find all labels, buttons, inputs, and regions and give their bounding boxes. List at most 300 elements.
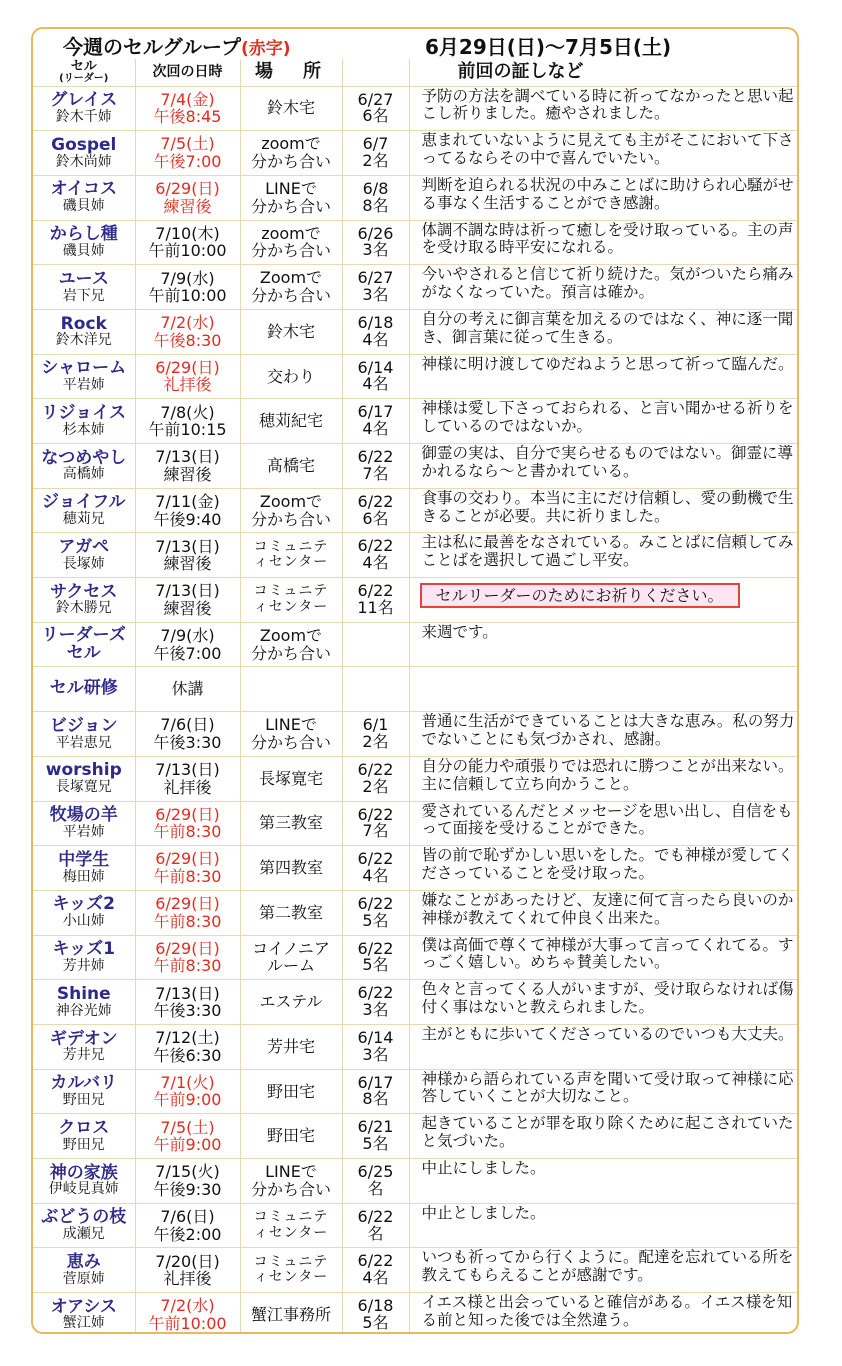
cell-name: Rock	[60, 313, 107, 334]
next-meeting-cell	[135, 890, 240, 935]
next-date: 7/6(日)	[160, 1206, 215, 1226]
next-time: 午後6:30	[153, 1045, 222, 1065]
next-date: 7/1(火)	[160, 1072, 215, 1092]
testimony-text: 体調不調な時は祈って癒しを受け取っている。主の声を受け取る時平安になれる。	[421, 220, 794, 257]
place-cell	[240, 399, 342, 444]
place-line: コイノニア	[252, 938, 330, 958]
last-meeting-cell	[342, 533, 409, 578]
last-date: 6/22	[357, 849, 394, 869]
attendance: 5名	[362, 1312, 389, 1332]
table-row	[33, 86, 797, 131]
next-date: 7/13(日)	[155, 447, 220, 467]
last-date: 6/14	[357, 1027, 394, 1047]
table-row	[33, 533, 797, 578]
testimony-text: 今いやされると信じて祈り続けた。気がついたら痛みがなくなっていた。預言は確か。	[421, 265, 794, 302]
attendance: 5名	[362, 1134, 389, 1154]
cell-name-cell	[33, 1069, 135, 1114]
testimony-cell	[409, 756, 797, 801]
testimony-cell	[409, 220, 797, 265]
place-cell	[240, 444, 342, 489]
place-line: ィセンター	[253, 1269, 329, 1286]
last-meeting-cell	[342, 980, 409, 1025]
cell-name-cell	[33, 890, 135, 935]
place-line: 分かち合い	[250, 241, 331, 261]
attendance: 3名	[362, 240, 389, 260]
place-line: 第二教室	[258, 902, 323, 922]
cell-name-cell	[33, 86, 135, 131]
next-date: 7/12(土)	[155, 1028, 220, 1048]
place-cell	[240, 578, 342, 623]
attendance: 8名	[362, 195, 389, 215]
next-time: 練習後	[163, 598, 212, 618]
cell-leader: 成瀬兄	[62, 1226, 105, 1243]
next-meeting-cell	[135, 354, 240, 399]
prayer-request-box: セルリーダーのためにお祈りください。	[420, 583, 740, 608]
cell-leader: 鈴木千姉	[55, 108, 112, 125]
attendance: 5名	[362, 955, 389, 975]
testimony-text: 食事の交わり。本当に主にだけ信頼し、愛の動機で生きることが必要。共に祈りました。	[421, 488, 794, 525]
cell-name-cell	[33, 265, 135, 310]
testimony-text: 普通に生活ができていることは大きな恵み。私の努力でないことにも気づかされ、感謝。	[421, 712, 795, 748]
table-row	[33, 1159, 797, 1204]
place-cell	[240, 756, 342, 801]
table-row	[33, 578, 797, 623]
testimony-cell	[409, 712, 797, 757]
cell-name: キッズ1	[52, 939, 115, 960]
place-cell	[240, 1159, 342, 1204]
cell-name-cell	[33, 175, 135, 220]
table-row	[33, 980, 797, 1025]
cell-name: 中学生	[58, 849, 110, 870]
cell-leader: 高橋姉	[62, 466, 105, 483]
place-cell	[240, 220, 342, 265]
attendance: 2名	[362, 776, 389, 796]
place-line: 蟹江事務所	[250, 1304, 331, 1324]
testimony-text: 神様は愛し下さっておられる、と言い聞かせる祈りをしているのではないか。	[421, 399, 794, 436]
cell-leader: 平岩姉	[62, 823, 105, 840]
last-meeting-cell	[342, 935, 409, 980]
last-meeting-cell	[342, 131, 409, 176]
last-date: 6/22	[357, 447, 394, 467]
testimony-cell	[409, 131, 797, 176]
place-cell	[240, 175, 342, 220]
attendance: 3名	[362, 1044, 389, 1064]
cell-name: 神の家族	[49, 1162, 118, 1183]
cell-name: セル研修	[49, 678, 118, 699]
cell-name: リーダーズ	[41, 624, 126, 645]
cell-leader: 野田兄	[62, 1136, 105, 1153]
next-time: 午前10:00	[148, 1313, 227, 1333]
testimony-cell	[409, 1159, 797, 1204]
cell-name: ジョイフル	[42, 492, 126, 513]
testimony-cell	[409, 1293, 797, 1334]
last-meeting-cell	[342, 399, 409, 444]
testimony-text: 皆の前で恥ずかしい思いをした。でも神様が愛してくださっていることを受け取った。	[421, 846, 794, 882]
cell-leader: 磯貝姉	[62, 242, 105, 259]
testimony-cell	[409, 399, 797, 444]
next-date: 7/2(水)	[160, 313, 215, 333]
next-meeting-cell	[135, 578, 240, 623]
table-row	[33, 265, 797, 310]
cell-name-cell	[33, 1248, 135, 1293]
next-time: 午後9:30	[153, 1179, 222, 1199]
next-time: 礼拝後	[163, 777, 212, 797]
last-date: 6/22	[357, 1206, 394, 1226]
last-date: 6/26	[357, 223, 394, 243]
place-cell	[240, 935, 342, 980]
next-time: 午前9:00	[153, 1090, 222, 1110]
testimony-text: 起きていることが罪を取り除くために起こされていたと気づいた。	[421, 1114, 794, 1151]
place-cell	[240, 1024, 342, 1069]
place-line: 野田宅	[266, 1126, 315, 1146]
testimony-text: 予防の方法を調べている時に祈ってなかったと思い起こし祈りました。癒やされました。	[421, 86, 794, 123]
next-date: 7/10(木)	[155, 223, 220, 243]
last-meeting-cell	[342, 622, 409, 667]
place-cell	[240, 1248, 342, 1293]
table-row	[33, 846, 797, 891]
cell-group-table	[33, 59, 797, 1334]
attendance: 3名	[362, 285, 389, 305]
next-time: 午前10:15	[148, 420, 227, 440]
next-time: 午前9:00	[153, 1135, 222, 1155]
cell-leader: 蟹江姉	[62, 1315, 105, 1332]
next-meeting-cell	[135, 980, 240, 1025]
last-meeting-cell	[342, 1293, 409, 1334]
next-date: 7/20(日)	[155, 1251, 220, 1271]
cell-name: アガペ	[58, 536, 110, 557]
table-row	[33, 175, 797, 220]
next-date: 7/11(金)	[155, 491, 220, 511]
next-date: 6/29(日)	[155, 849, 220, 869]
next-date: 6/29(日)	[155, 357, 220, 377]
testimony-text: 中止にしました。	[421, 1159, 546, 1177]
cell-leader: 岩下兄	[62, 287, 105, 304]
cell-name: ぶどうの枝	[41, 1207, 127, 1228]
place-line: 分かち合い	[250, 1179, 331, 1199]
table-row	[33, 1203, 797, 1248]
last-meeting-cell	[342, 1114, 409, 1159]
place-line: ィセンター	[253, 554, 329, 571]
table-row	[33, 131, 797, 176]
testimony-cell	[409, 444, 797, 489]
column-header-cell-sub: (リーダー)	[59, 72, 109, 84]
place-line: 第四教室	[258, 858, 323, 878]
table-row	[33, 712, 797, 757]
place-line: 芳井宅	[266, 1036, 315, 1056]
next-time: 午前10:00	[148, 241, 227, 261]
attendance: 4名	[362, 419, 389, 439]
table-row	[33, 1114, 797, 1159]
attendance: 名	[367, 1223, 384, 1243]
attendance: 3名	[362, 1000, 389, 1020]
testimony-cell	[409, 801, 797, 846]
cell-name: ギデオン	[49, 1028, 118, 1049]
last-date: 6/22	[357, 581, 394, 601]
testimony-text: 自分の考えに御言葉を加えるのではなく、神に逐一聞き、御言葉に従って生きる。	[421, 309, 794, 346]
next-meeting-cell	[135, 1293, 240, 1334]
cell-name-cell	[33, 220, 135, 265]
place-line: 長塚寛宅	[258, 768, 323, 788]
cell-name-cell	[33, 533, 135, 578]
testimony-text: 来週です。	[421, 622, 498, 641]
next-time: 礼拝後	[163, 1269, 212, 1289]
attendance: 5名	[362, 910, 389, 930]
header	[33, 29, 797, 61]
place-line: 分かち合い	[250, 643, 331, 663]
last-date: 6/7	[362, 134, 389, 154]
last-meeting-cell	[342, 309, 409, 354]
cell-leader: 長塚寛兄	[55, 779, 112, 796]
next-time: 午後3:30	[153, 732, 222, 752]
next-time: 午後7:00	[153, 643, 222, 663]
cell-leader: 芳井姉	[62, 957, 105, 974]
cell-name-cell	[33, 444, 135, 489]
testimony-text: イエス様と出会っていると確信がある。イエス様を知る前と知った後では全然違う。	[421, 1293, 793, 1329]
table-row	[33, 1069, 797, 1114]
cell-leader: 神谷光姉	[55, 1002, 112, 1019]
cell-leader: 平岩姉	[62, 377, 105, 394]
last-date: 6/17	[357, 1072, 394, 1092]
next-date: 7/13(日)	[155, 536, 220, 556]
last-date: 6/18	[357, 1296, 394, 1316]
cell-name-cell	[33, 846, 135, 891]
cell-name: 恵み	[66, 1251, 101, 1272]
cell-leader: 小山姉	[62, 913, 105, 930]
next-time: 午前8:30	[153, 956, 222, 976]
cell-name-cell	[33, 756, 135, 801]
next-date: 7/9(水)	[160, 626, 215, 645]
place-line: 分かち合い	[250, 196, 331, 216]
table-row	[33, 444, 797, 489]
place-line: Zoomで	[259, 491, 323, 511]
page-title	[63, 31, 291, 60]
cell-name-line2: セル	[66, 642, 101, 663]
next-date: 7/8(火)	[160, 402, 215, 422]
testimony-cell	[409, 533, 797, 578]
next-meeting-cell	[135, 309, 240, 354]
table-row	[33, 1024, 797, 1069]
next-date: 7/13(日)	[155, 581, 220, 601]
place-cell	[240, 1203, 342, 1248]
testimony-text: 恵まれていないように見えても主がそこにおいて下さってるならその中で喜んでいたい。	[421, 131, 794, 167]
title-text: 今週のセルグループ	[63, 35, 241, 59]
testimony-text: 中止としました。	[421, 1203, 546, 1222]
cell-name: オイコス	[50, 179, 117, 200]
last-date: 6/8	[362, 178, 389, 198]
table-row	[33, 890, 797, 935]
cell-leader: 鈴木尚姉	[55, 153, 112, 170]
testimony-cell	[409, 890, 797, 935]
table-row	[33, 667, 797, 712]
place-line: 髙橋宅	[266, 455, 315, 475]
cell-name-cell	[33, 488, 135, 533]
cell-name: キッズ2	[52, 894, 115, 915]
testimony-text: 主がともに歩いてくださっているのでいつも大丈夫。	[421, 1024, 794, 1043]
last-date: 6/22	[357, 536, 394, 556]
cell-name: オアシス	[50, 1296, 117, 1317]
next-time: 午前8:30	[153, 867, 222, 887]
cell-name-cell	[33, 1114, 135, 1159]
testimony-cell	[409, 354, 797, 399]
next-meeting-cell	[135, 756, 240, 801]
last-date: 6/22	[357, 893, 394, 913]
last-meeting-cell	[342, 667, 409, 712]
cell-name: クロス	[58, 1117, 110, 1138]
place-line: LINEで	[265, 1161, 317, 1181]
testimony-cell	[409, 667, 797, 712]
next-date: 7/2(水)	[160, 1296, 215, 1316]
next-meeting-cell	[135, 1159, 240, 1204]
last-date: 6/22	[357, 491, 394, 511]
column-header-cell: セル (リーダー)	[33, 59, 135, 86]
cell-name: Gospel	[51, 134, 117, 155]
cell-name-cell	[33, 309, 135, 354]
cell-name-cell	[33, 399, 135, 444]
cell-name: グレイス	[50, 90, 118, 111]
next-date: 7/9(水)	[160, 268, 215, 288]
attendance: 7名	[362, 821, 389, 841]
next-time: 午後9:40	[153, 509, 222, 529]
attendance: 6名	[362, 508, 389, 528]
cell-leader: 磯貝姉	[62, 198, 105, 215]
last-meeting-cell	[342, 1069, 409, 1114]
place-line: zoomで	[261, 134, 321, 154]
table-row	[33, 1293, 797, 1334]
last-meeting-cell	[342, 578, 409, 623]
next-date: 7/13(日)	[155, 760, 220, 780]
next-date: 7/15(火)	[155, 1162, 220, 1182]
place-cell	[240, 1069, 342, 1114]
place-line: 分かち合い	[250, 152, 331, 172]
testimony-text: 判断を迫られる状況の中みことばに助けられ心騒がせる事なく生活することができ感謝。	[421, 175, 794, 212]
testimony-cell	[409, 935, 797, 980]
place-line: 分かち合い	[250, 286, 331, 306]
place-line: 分かち合い	[250, 509, 331, 529]
last-meeting-cell	[342, 1203, 409, 1248]
place-cell	[240, 309, 342, 354]
next-time: 午後7:00	[153, 152, 222, 172]
next-time: 午前8:30	[153, 822, 222, 842]
next-date: 7/13(日)	[155, 983, 220, 1003]
next-meeting-cell	[135, 533, 240, 578]
attendance: 4名	[362, 329, 389, 349]
table-row	[33, 354, 797, 399]
place-line: LINEで	[265, 715, 317, 735]
last-date: 6/18	[357, 312, 394, 332]
next-meeting-cell	[135, 1248, 240, 1293]
last-meeting-cell	[342, 801, 409, 846]
testimony-text: 御霊の実は、自分で実らせるものではない。御霊に導かれるなら〜と書かれている。	[421, 444, 794, 480]
next-meeting-cell	[135, 1069, 240, 1114]
place-line: エステル	[259, 992, 323, 1012]
last-date: 6/21	[357, 1117, 394, 1137]
cell-name: Shine	[56, 983, 111, 1004]
place-cell	[240, 980, 342, 1025]
next-date: 7/6(日)	[160, 715, 215, 735]
date-range: 6月29日(日)〜7月5日(土)	[425, 35, 672, 59]
place-cell	[240, 533, 342, 578]
last-meeting-cell	[342, 756, 409, 801]
place-line: Zoomで	[259, 625, 323, 645]
next-meeting-cell	[135, 712, 240, 757]
testimony-text: 神様から語られている声を聞いて受け取って神様に応答していくことが大切なこと。	[421, 1069, 794, 1106]
place-line: コミュニテ	[253, 583, 329, 600]
place-line: ルーム	[266, 956, 315, 976]
cell-name: なつめやし	[41, 447, 127, 468]
testimony-text: 僕は高価で尊くて神様が大事って言ってくれてる。すっごく嬉しい。めちゃ賛美したい。	[421, 935, 794, 972]
attendance: 2名	[362, 151, 389, 171]
next-meeting-cell	[135, 488, 240, 533]
next-meeting-cell	[135, 846, 240, 891]
next-meeting-cell	[135, 667, 240, 712]
last-meeting-cell	[342, 1159, 409, 1204]
next-meeting-cell	[135, 622, 240, 667]
attendance: 11名	[357, 597, 394, 617]
place-line: 野田宅	[266, 1081, 315, 1101]
last-date: 6/22	[357, 983, 394, 1003]
next-time: 午後8:45	[153, 107, 222, 127]
place-line: Zoomで	[259, 268, 323, 288]
testimony-text: 神様に明け渡してゆだねようと思って祈って臨んだ。	[421, 354, 794, 373]
cell-name-cell	[33, 354, 135, 399]
next-date: 7/5(土)	[160, 1117, 215, 1137]
next-time: 午後2:00	[153, 1224, 222, 1244]
next-meeting-cell	[135, 1203, 240, 1248]
cell-name: ビジョン	[49, 715, 118, 736]
table-header-row	[33, 59, 797, 86]
cell-leader: 鈴木洋兄	[55, 332, 112, 349]
next-time: 練習後	[163, 196, 212, 216]
next-time: 午後8:30	[153, 330, 222, 350]
next-meeting-cell	[135, 935, 240, 980]
table-row	[33, 309, 797, 354]
last-date: 6/17	[357, 402, 394, 422]
cell-leader: 芳井兄	[62, 1047, 105, 1064]
cell-leader: 梅田姉	[62, 868, 105, 885]
next-meeting-cell	[135, 444, 240, 489]
testimony-text: 愛されているんだとメッセージを思い出し、自信をもって面接を受けることができた。	[421, 801, 793, 838]
testimony-cell	[409, 980, 797, 1025]
attendance: 4名	[362, 553, 389, 573]
place-line: 交わり	[266, 366, 315, 386]
place-cell	[240, 488, 342, 533]
testimony-cell	[409, 1024, 797, 1069]
last-meeting-cell	[342, 86, 409, 131]
cell-name-cell	[33, 935, 135, 980]
cell-name: worship	[45, 760, 122, 781]
cell-name-cell	[33, 1203, 135, 1248]
table-row	[33, 622, 797, 667]
next-meeting-cell	[135, 1114, 240, 1159]
cell-leader: 穂苅兄	[62, 511, 105, 528]
last-date: 6/22	[357, 804, 394, 824]
next-time: 練習後	[163, 464, 212, 484]
place-cell	[240, 801, 342, 846]
place-line: 鈴木宅	[266, 321, 315, 341]
next-meeting-cell	[135, 1024, 240, 1069]
cell-name-cell	[33, 980, 135, 1025]
table-row	[33, 935, 797, 980]
attendance: 4名	[362, 374, 389, 394]
cell-name-cell	[33, 801, 135, 846]
place-cell	[240, 1114, 342, 1159]
table-row	[33, 399, 797, 444]
place-line: 分かち合い	[250, 732, 331, 752]
column-header-report: 前回の証しなど	[409, 59, 797, 86]
cell-name-cell	[33, 1293, 135, 1334]
last-date: 6/27	[357, 268, 394, 288]
place-cell	[240, 622, 342, 667]
